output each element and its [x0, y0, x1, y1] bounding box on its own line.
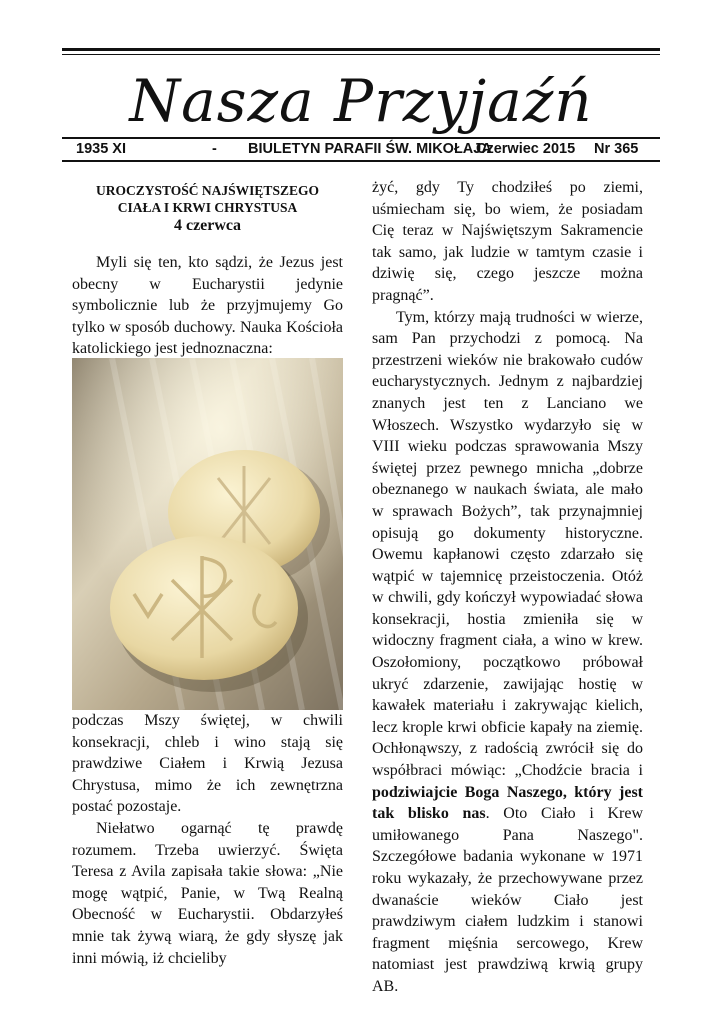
left-paragraph-1-continued: podczas Mszy świętej, w chwili konsekracji, chleb i wino stają się prawdziwe Ciałem i Krwią Jezusa Chrystusa, mimo że ich zewnętrzna postać pozostaje. — [72, 712, 343, 816]
infobar-bottom-rule — [62, 160, 660, 162]
masthead-title: Nasza Przyjaźń — [129, 67, 593, 135]
left-column-bottom — [72, 710, 343, 969]
article-title-line2: CIAŁA I KRWI CHRYSTUSA — [117, 200, 298, 215]
top-rule-thin — [62, 54, 660, 55]
bulletin-name: BIULETYN PARAFII ŚW. MIKOŁAJA — [248, 141, 492, 157]
top-rule-thick — [62, 48, 660, 51]
issue-date: Czerwiec 2015 — [476, 141, 576, 157]
right-paragraph-2 — [372, 307, 643, 998]
issue-code: 1935 XI — [76, 141, 126, 157]
right-column — [372, 177, 643, 998]
issue-separator: - — [212, 141, 217, 157]
left-paragraph-2: Niełatwo ogarnąć tę prawdę rozumem. Trzeba uwierzyć. Święta Teresa z Avila zapisała takie słowa: „Nie mogę wątpić, Panie, w Twą Realną Obecność w Eucharystii. Obdarzyłeś mnie tak żywą wiarą, że gdy słyszę jak inni mówią, iż chcieliby — [72, 819, 343, 967]
hosts-illustration — [72, 358, 343, 710]
left-column-top — [72, 182, 343, 360]
left-paragraph-1: Myli się ten, kto sądzi, że Jezus jest obecny w Eucharystii jedynie symbolicznie lub że przyjmujemy Go tylko w sposób duchowy. Nauka Kościoła katolickiego jest jednoznaczna: — [72, 254, 343, 358]
right-paragraph-2-bold-quote: podziwiajcie Boga Naszego, który jest tak blisko nas — [372, 783, 643, 823]
issue-info-bar — [62, 139, 660, 159]
article-title-line1: UROCZYSTOŚĆ NAJŚWIĘTSZEGO — [96, 183, 319, 198]
article-date: 4 czerwca — [173, 217, 242, 234]
right-paragraph-2-start: Tym, którzy mają trudności w wierze, sam Pan przychodzi z pomocą. Na przestrzeni wieków nie brakowało cudów eucharystycznych. Jednym z najbardziej znanych jest ten z Lanciano we Włoszech. Wszystko wydarzyło się w VIII wieku podczas sprawowania Mszy świętej przez pewnego mnicha „dobrze obeznanego w naukach świata, ale mało w sprawach Bożych”, tak przynajmniej opisują go dokumenty historyczne. Owemu kapłanowi często zdarzało się wątpić w tajemnicę przeistoczenia. Otóż w chwili, gdy kończył wypowiadać słowa konsekracji, hostia zmieniła się w widoczny fragment ciała, a wino w krew. Oszołomiony, początkowo próbował ukryć zdarzenie, zawijając hostię w kawałek materiału i zakrywając kielich, lecz krople krwi obficie kapały na ziemię. Ochłonąwszy, z radością zwrócił się do współbraci mówiąc: „Chodźcie bracia i — [372, 308, 643, 780]
right-paragraph-1: żyć, gdy Ty chodziłeś po ziemi, uśmiecham się, bo wiem, że posiadam Cię teraz w Najświętszym Sakramencie tak samo, jak ludzie w tamtym czasie i dziwię się, czego jeszcze można pragnąć”. — [372, 179, 643, 304]
right-paragraph-2-end: . Oto Ciało i Krew umiłowanego Pana Naszego". Szczegółowe badania wykonane w 1971 roku wykazały, że przechowywane przez dwanaście wieków Ciało jest prawdziwym ciałem ludzkim i stanowi fragment mięśnia sercowego, Krew natomiast jest prawdziwą krwią grupy AB. — [372, 805, 643, 995]
issue-number: Nr 365 — [594, 141, 639, 157]
eucharist-hosts-photo — [72, 358, 343, 710]
